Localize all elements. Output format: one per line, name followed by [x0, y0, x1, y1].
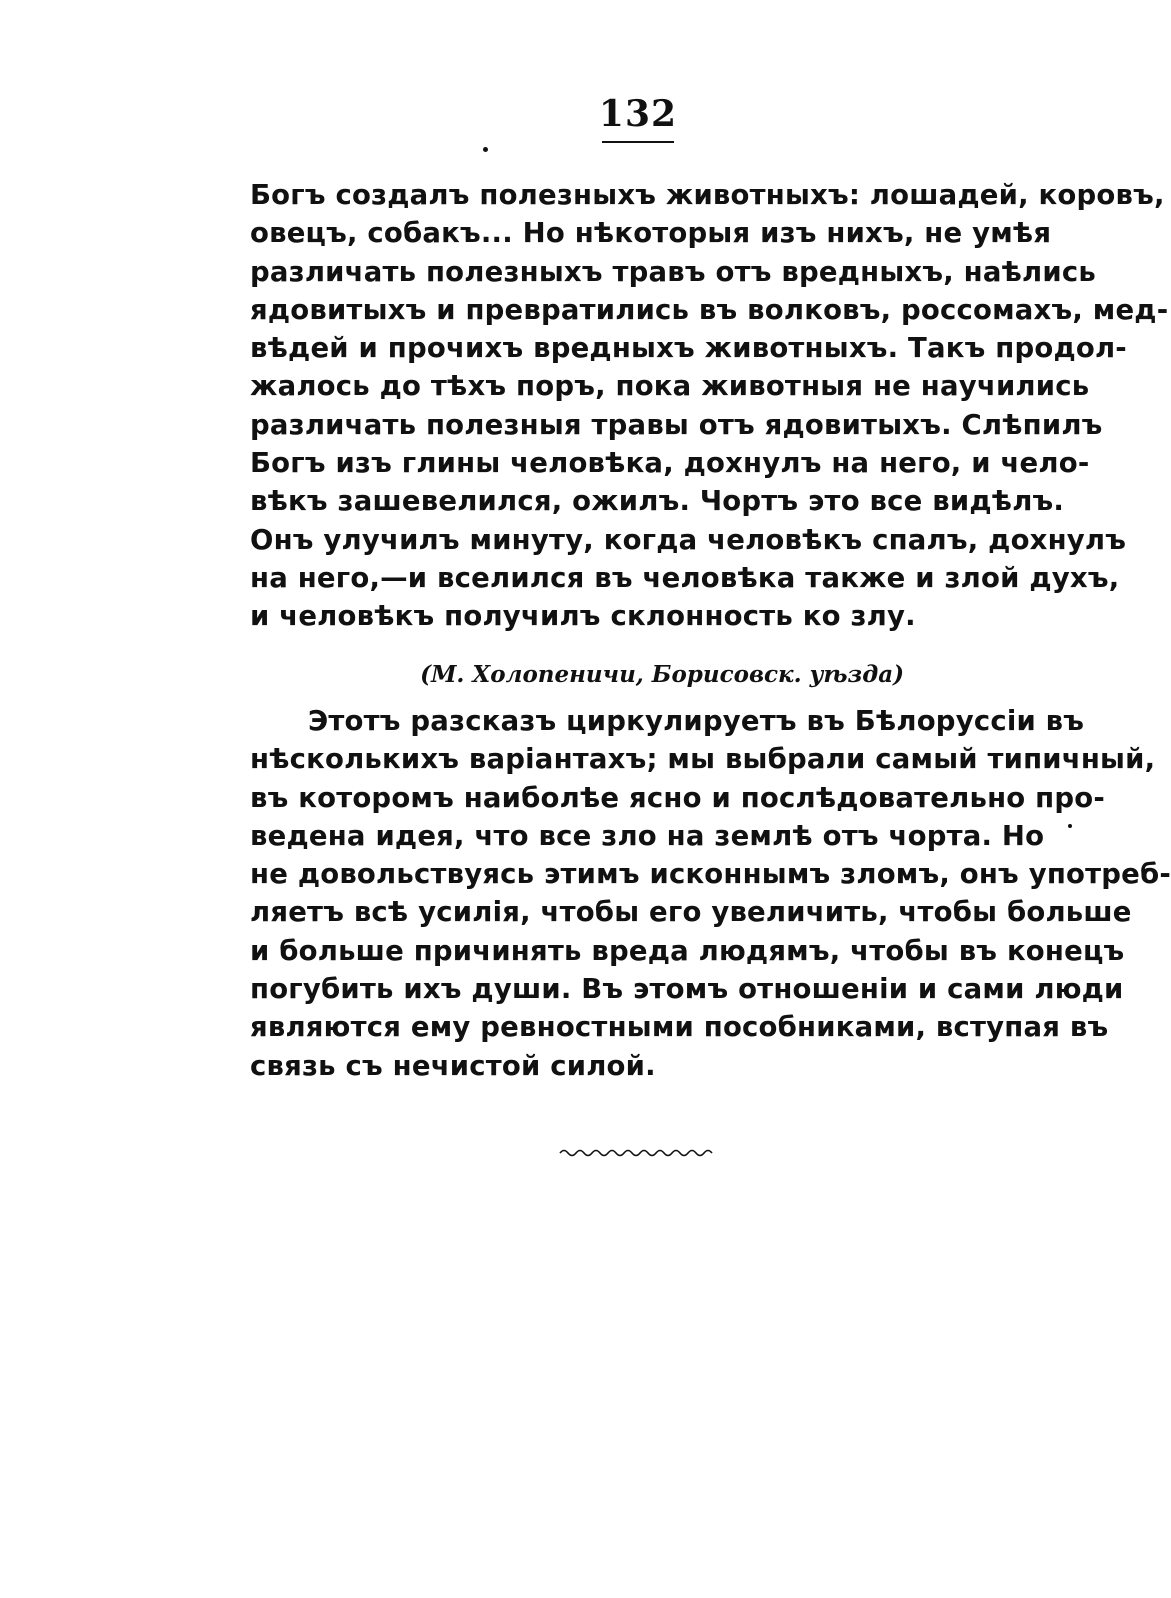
print-speck	[1068, 824, 1072, 828]
text-line: овецъ, собакъ... Но нѣкоторыя изъ нихъ, не умѣя	[250, 217, 1052, 250]
text-line: различать полезныя травы отъ ядовитыхъ. Слѣпилъ	[250, 408, 1103, 441]
text-line: въ которомъ наиболѣе ясно и послѣдовательно про-	[250, 781, 1105, 814]
text-line: ядовитыхъ и превратились въ волковъ, россомахъ, мед-	[250, 293, 1169, 326]
text-line: не довольствуясь этимъ исконнымъ зломъ, онъ употреб-	[250, 858, 1171, 891]
text-line: вѣкъ зашевелился, ожилъ. Чортъ это все видѣлъ.	[250, 485, 1065, 518]
text-line: Богъ изъ глины человѣка, дохнулъ на него, и чело-	[250, 447, 1090, 480]
text-line: нѣсколькихъ варіантахъ; мы выбрали самый типичный,	[250, 743, 1156, 776]
paragraph-2	[250, 702, 1171, 1085]
text-line: погубить ихъ души. Въ этомъ отношеніи и сами люди	[250, 973, 1124, 1006]
text-line: на него,—и вселился въ человѣка также и злой духъ,	[250, 561, 1120, 594]
source-citation: (М. Холопеничи, Борисовск. уѣзда)	[420, 661, 904, 688]
text-line: жалось до тѣхъ поръ, пока животныя не научились	[250, 370, 1090, 403]
text-line: и человѣкъ получилъ склонность ко злу.	[250, 600, 916, 633]
paragraph-1	[250, 176, 1169, 636]
print-speck	[483, 147, 488, 152]
page-number: 132	[598, 93, 678, 135]
text-line: вѣдей и прочихъ вредныхъ животныхъ. Такъ продол-	[250, 332, 1127, 365]
text-line: Этотъ разсказъ циркулируетъ въ Бѣлоруссіи въ	[308, 705, 1085, 737]
text-line: Богъ создалъ полезныхъ животныхъ: лошадей, коровъ,	[250, 179, 1165, 211]
text-line: ляетъ всѣ усилія, чтобы его увеличить, чтобы больше	[250, 896, 1132, 929]
page-number-underline	[602, 141, 674, 143]
text-line: являются ему ревностными пособниками, вступая въ	[250, 1011, 1109, 1044]
wavy-line-ornament-icon	[558, 1146, 718, 1160]
text-line: и больше причинять вреда людямъ, чтобы въ конецъ	[250, 934, 1125, 967]
text-line: связь съ нечистой силой.	[250, 1049, 656, 1082]
text-line: Онъ улучилъ минуту, когда человѣкъ спалъ, дохнулъ	[250, 523, 1127, 556]
text-line: различать полезныхъ травъ отъ вредныхъ, наѣлись	[250, 255, 1096, 288]
text-line: ведена идея, что все зло на землѣ отъ чорта. Но	[250, 819, 1045, 852]
